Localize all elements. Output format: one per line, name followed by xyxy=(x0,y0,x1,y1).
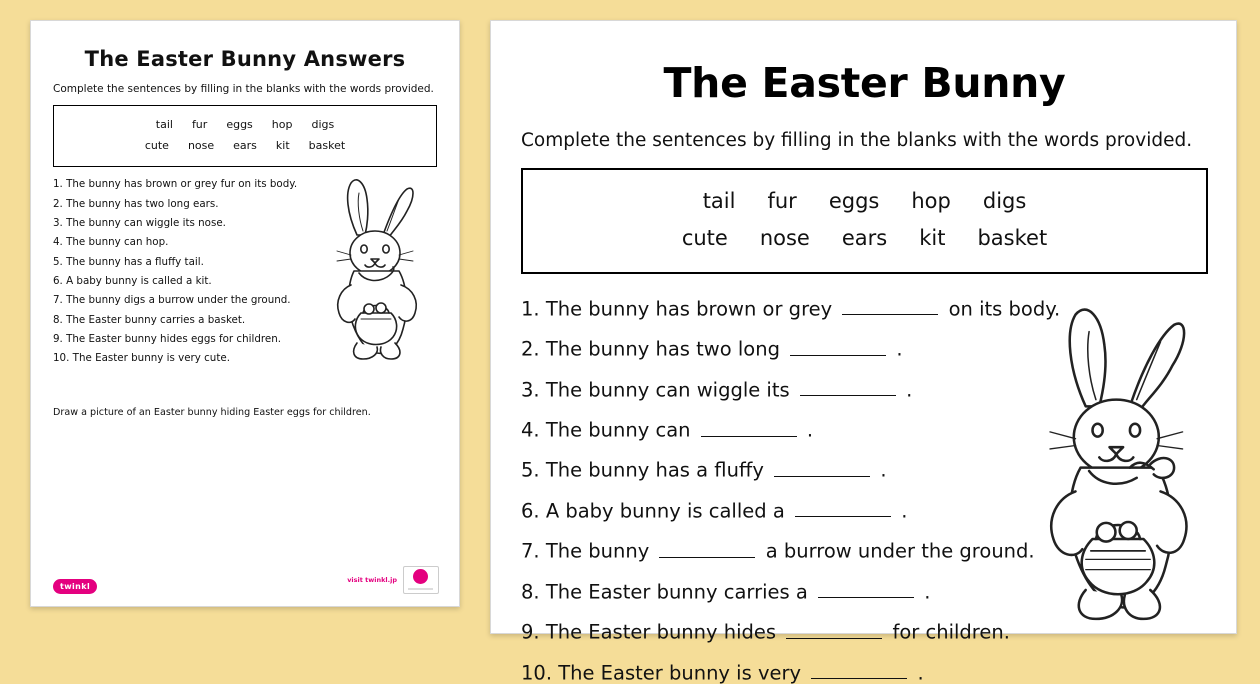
answer-blank[interactable] xyxy=(774,457,870,477)
question-row xyxy=(521,660,1208,684)
question-row xyxy=(521,579,1208,603)
question-text-before: The bunny can wiggle its xyxy=(545,378,790,402)
question-text-after: a burrow under the ground. xyxy=(765,539,1035,563)
word-bank-word: cute xyxy=(144,138,169,152)
answer-blank[interactable] xyxy=(659,538,755,558)
question-row xyxy=(521,377,1208,401)
word-bank-word: eggs xyxy=(828,189,880,214)
question-text-after: . xyxy=(880,458,887,482)
question-text-after: . xyxy=(901,499,908,523)
word-bank-word: nose xyxy=(187,138,215,152)
question-number: 1. xyxy=(521,297,540,321)
answer-line: 4. The bunny can hop. xyxy=(53,236,169,249)
word-bank-word: tail xyxy=(702,189,736,214)
word-bank-word: cute xyxy=(681,225,728,250)
question-row xyxy=(521,498,1208,522)
question-text-before: The Easter bunny is very xyxy=(558,661,802,684)
word-bank-word: kit xyxy=(919,225,946,250)
answer-sheet-page[interactable] xyxy=(30,20,460,607)
twinkl-logo: twinkl xyxy=(53,579,97,594)
question-text-before: The Easter bunny carries a xyxy=(545,580,808,604)
answer-blank[interactable] xyxy=(786,619,882,639)
question-text-before: The bunny xyxy=(545,539,650,563)
question-text-after: . xyxy=(806,418,814,442)
question-row xyxy=(521,336,1208,360)
question-text-before: The bunny can xyxy=(545,418,691,442)
answer-sheet-draw-prompt: Draw a picture of an Easter bunny hiding Easter eggs for children. xyxy=(53,406,371,418)
question-number: 8. xyxy=(521,580,540,604)
question-number: 9. xyxy=(521,620,540,644)
answer-line: 8. The Easter bunny carries a basket. xyxy=(53,313,246,326)
worksheet-word-bank xyxy=(521,168,1208,274)
answer-line: 5. The bunny has a fluffy tail. xyxy=(53,255,204,268)
answer-line: 1. The bunny has brown or grey fur on its body. xyxy=(53,178,298,191)
question-text-before: The bunny has brown or grey xyxy=(545,297,833,321)
question-text-before: The Easter bunny hides xyxy=(545,620,777,644)
question-row xyxy=(521,457,1208,481)
word-bank-word: ears xyxy=(841,225,888,250)
answer-sheet-answer-list xyxy=(53,179,323,364)
question-row xyxy=(521,417,1208,441)
answer-sheet-instruction: Complete the sentences by filling in the blanks with the words provided. xyxy=(53,83,434,95)
question-text-after: on its body. xyxy=(948,297,1061,321)
question-text-after: . xyxy=(924,580,931,604)
easter-bunny-illustration xyxy=(321,173,441,373)
answer-blank[interactable] xyxy=(811,660,907,680)
word-bank-word: ears xyxy=(233,138,257,152)
question-text-after: for children. xyxy=(892,620,1010,644)
question-row xyxy=(521,619,1208,643)
word-bank-word: hop xyxy=(271,117,293,131)
question-text-after: . xyxy=(917,661,924,684)
answer-line: 7. The bunny digs a burrow under the ground. xyxy=(53,294,291,307)
word-bank-word: digs xyxy=(982,189,1027,214)
answer-blank[interactable] xyxy=(818,579,914,599)
question-text-after: . xyxy=(896,337,903,361)
visit-url-text: visit twinkl.jp xyxy=(347,576,397,584)
word-bank-word: fur xyxy=(191,117,208,131)
question-row xyxy=(521,296,1208,320)
worksheet-page[interactable] xyxy=(490,20,1237,684)
question-text-before: A baby bunny is called a xyxy=(545,499,785,523)
answer-blank[interactable] xyxy=(800,377,896,397)
question-number: 7. xyxy=(521,539,540,563)
answer-line: 2. The bunny has two long ears. xyxy=(53,197,219,210)
question-number: 5. xyxy=(521,458,540,482)
word-bank-word: eggs xyxy=(226,117,253,131)
twinkl-badge-icon xyxy=(403,566,439,594)
answer-sheet-footer xyxy=(31,566,459,596)
word-bank-row-2 xyxy=(533,220,1196,257)
worksheet-question-list xyxy=(521,296,1208,684)
word-bank-row-1 xyxy=(533,183,1196,220)
word-bank-word: basket xyxy=(308,138,346,152)
question-text-after: . xyxy=(906,378,913,402)
question-text-before: The bunny has two long xyxy=(545,337,780,361)
answer-line: 9. The Easter bunny hides eggs for children. xyxy=(53,332,282,345)
answer-line: 10. The Easter bunny is very cute. xyxy=(53,352,230,365)
word-bank-row-2 xyxy=(60,136,430,157)
question-row xyxy=(521,538,1208,562)
question-text-before: The bunny has a fluffy xyxy=(545,458,764,482)
answer-sheet-word-bank xyxy=(53,105,437,168)
word-bank-word: basket xyxy=(977,225,1048,250)
word-bank-word: tail xyxy=(155,117,173,131)
question-number: 6. xyxy=(521,499,540,523)
answer-blank[interactable] xyxy=(795,498,891,518)
question-number: 2. xyxy=(521,337,540,361)
worksheet-title: The Easter Bunny xyxy=(663,59,1066,107)
word-bank-word: fur xyxy=(767,189,797,214)
question-number: 3. xyxy=(521,378,540,402)
question-number: 4. xyxy=(521,418,540,442)
word-bank-word: nose xyxy=(759,225,810,250)
word-bank-word: hop xyxy=(911,189,951,214)
answer-sheet-title: The Easter Bunny Answers xyxy=(84,47,406,71)
worksheet-instruction: Complete the sentences by filling in the blanks with the words provided. xyxy=(521,130,1193,151)
answer-blank[interactable] xyxy=(842,296,938,316)
word-bank-word: kit xyxy=(275,138,290,152)
word-bank-word: digs xyxy=(311,117,335,131)
answer-line: 6. A baby bunny is called a kit. xyxy=(53,274,212,287)
answer-line: 3. The bunny can wiggle its nose. xyxy=(53,217,226,230)
answer-blank[interactable] xyxy=(790,336,886,356)
word-bank-row-1 xyxy=(60,115,430,136)
question-number: 10. xyxy=(521,661,553,684)
answer-blank[interactable] xyxy=(701,417,797,437)
